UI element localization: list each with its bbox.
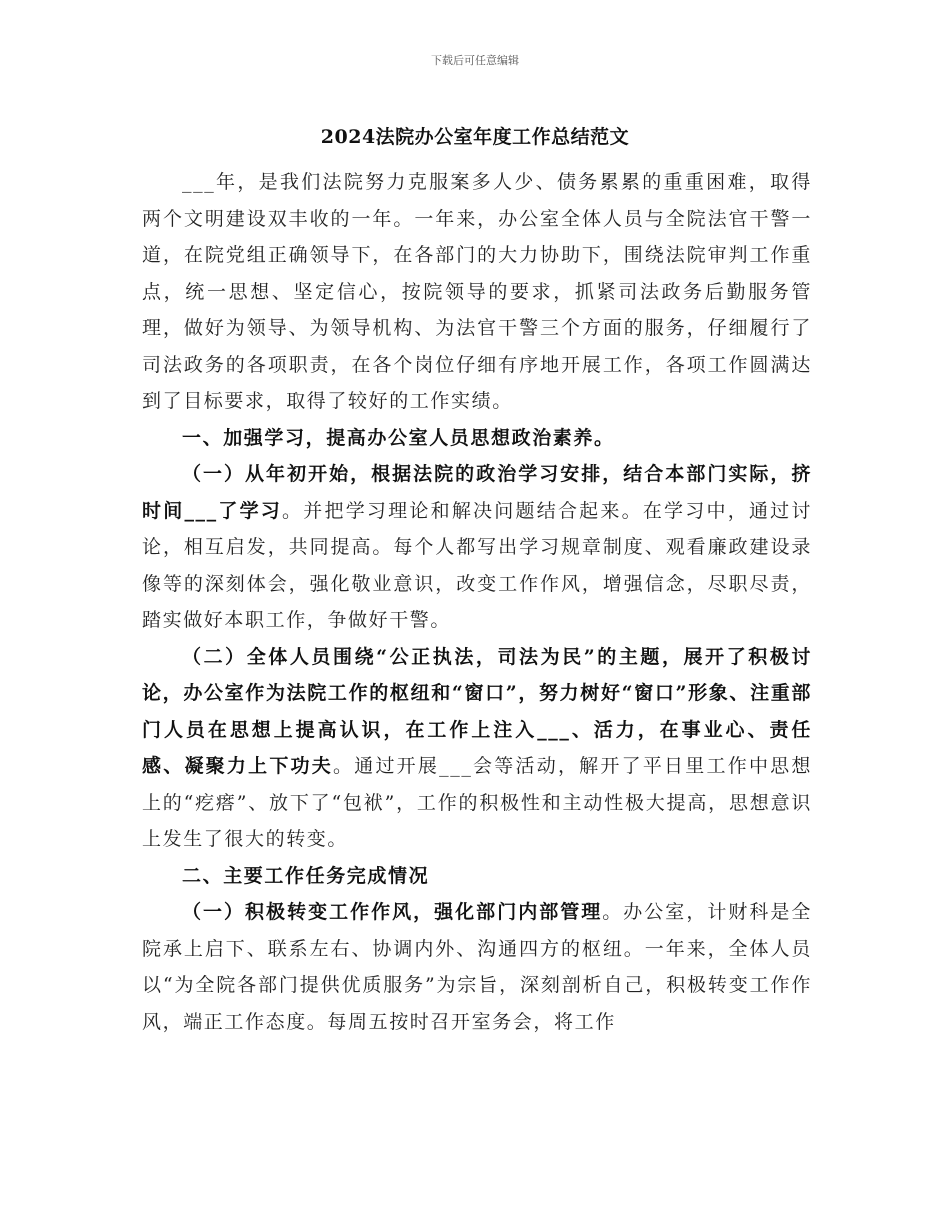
section-1-paragraph-1-lead: （一）从年初开始，根据法院的政治学习安排，结合本部门实际，挤时间___了学习 (142, 463, 812, 522)
section-2-paragraph-1-text: 。办公室，计财科是全院承上启下、联系左右、协调内外、沟通四方的枢纽。一年来，全体人员以“为全院各部门提供优质服务”为宗旨，深刻剖析自己，积极转变工作作风，端正工作态度。每周五按时召开室务会，将工作 (142, 901, 812, 1033)
section-1-paragraph-2-text: 。通过开展___会等活动，解开了平日里工作中思想上的“疙瘩”、放下了“包袱”，工作的积极性和主动性极大提高，思想意识上发生了很大的转变。 (142, 755, 812, 850)
page-header-note: 下载后可任意编辑 (431, 54, 519, 67)
section-1-paragraph-1-text: 。并把学习理论和解决问题结合起来。在学习中，通过讨论，相互启发，共同提高。每个人都写出学习规章制度、观看廉政建设录像等的深刻体会，强化敬业意识，改变工作作风，增强信念，尽职尽责，踏实做好本职工作，争做好干警。 (142, 499, 812, 631)
section-1-paragraph-2 (142, 639, 812, 858)
section-1-heading: 一、加强学习，提高办公室人员思想政治素养。 (182, 426, 615, 449)
intro-paragraph: ___年，是我们法院努力克服案多人少、债务累累的重重困难，取得两个文明建设双丰收的一年。一年来，办公室全体人员与全院法官干警一道，在院党组正确领导下，在各部门的大力协助下，围绕法院审判工作重点，统一思想、坚定信心，按院领导的要求，抓紧司法政务后勤服务管理，做好为领导、为领导机构、为法官干警三个方面的服务，仔细履行了司法政务的各项职责，在各个岗位仔细有序地开展工作，各项工作圆满达到了目标要求，取得了较好的工作实绩。 (142, 171, 812, 412)
section-1-paragraph-2-lead: （二）全体人员围绕“公正执法，司法为民”的主题，展开了积极讨论，办公室作为法院工作的枢纽和“窗口”，努力树好“窗口”形象、注重部门人员在思想上提高认识，在工作上注入___、活力，在事业心、责任感、凝聚力上下功夫 (142, 645, 812, 777)
section-2-heading: 二、主要工作任务完成情况 (182, 864, 430, 887)
document-body (142, 164, 812, 1040)
section-1-paragraph-1 (142, 456, 812, 639)
document-title: 2024法院办公室年度工作总结范文 (320, 126, 630, 148)
section-2-paragraph-1 (142, 894, 812, 1040)
section-2-paragraph-1-lead: （一）积极转变工作作风，强化部门内部管理 (182, 901, 603, 923)
